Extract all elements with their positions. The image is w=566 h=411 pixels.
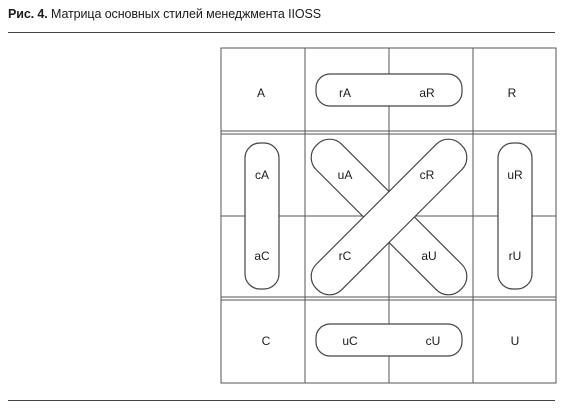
cell-R: R (507, 86, 517, 100)
figure-number: Рис. 4. (8, 7, 48, 21)
cell-cA: cA (254, 168, 270, 182)
cell-cU: cU (425, 334, 441, 348)
cell-U: U (510, 334, 520, 348)
cell-C: C (261, 334, 271, 348)
group-top-pair (316, 74, 462, 106)
group-right-pair (498, 143, 532, 289)
cell-cR: cR (419, 168, 435, 182)
cell-rA: rA (339, 86, 351, 100)
cell-uA: uA (337, 168, 353, 182)
group-left-pair (245, 143, 279, 289)
cell-A: A (256, 86, 266, 100)
cell-aU: aU (421, 249, 437, 263)
cell-rU: rU (508, 249, 522, 263)
cell-aR: aR (419, 86, 435, 100)
cell-uR: uR (507, 168, 523, 182)
cell-uC: uC (342, 334, 358, 348)
figure-title: Матрица основных стилей менеджмента IIOSS (51, 7, 321, 21)
cell-rC: rC (338, 249, 352, 263)
cell-aC: aC (254, 249, 270, 263)
